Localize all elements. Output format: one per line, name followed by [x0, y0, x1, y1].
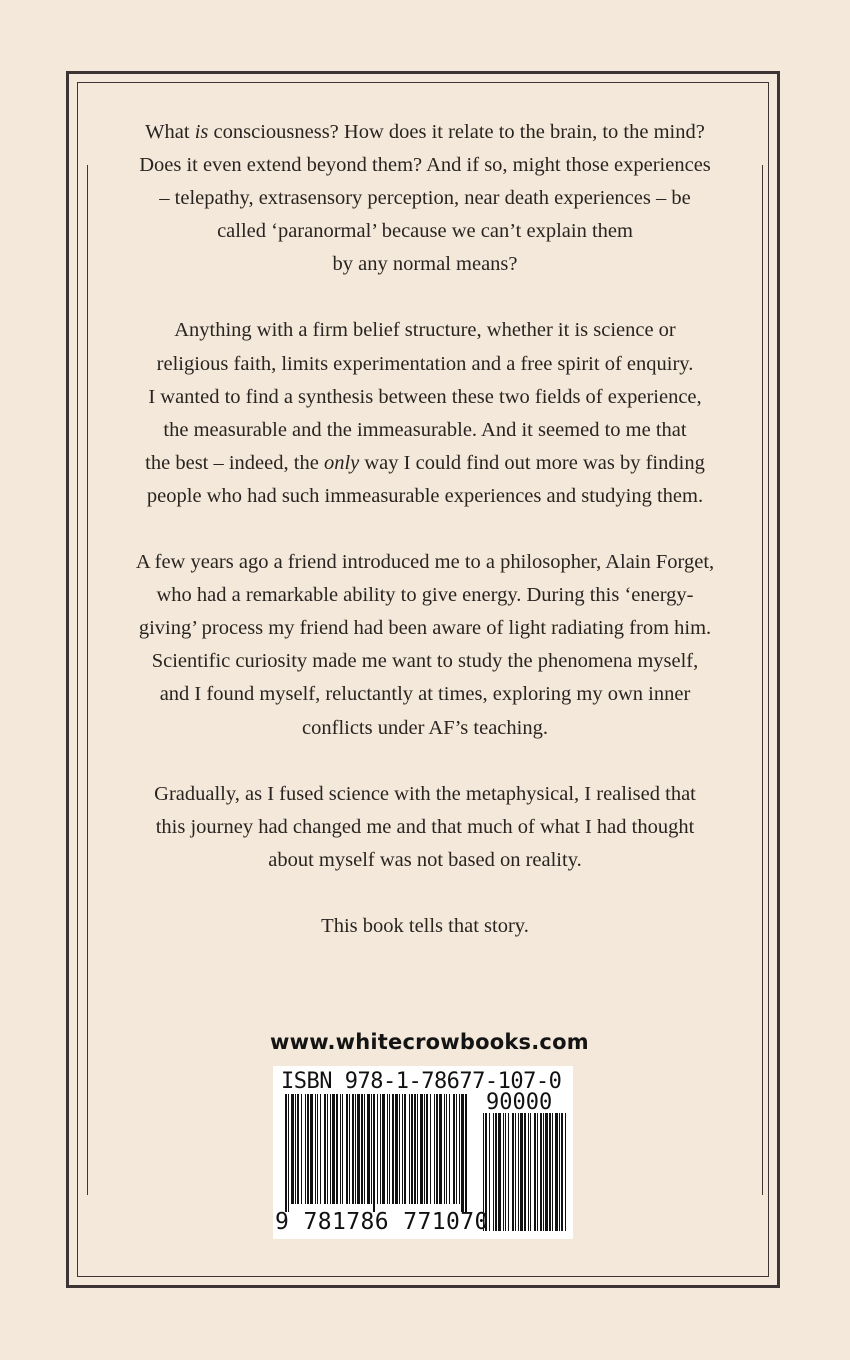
addon-barcode-bar — [565, 1113, 566, 1231]
addon-barcode-bar — [540, 1113, 542, 1231]
barcode-bar — [465, 1094, 467, 1212]
addon-barcode-bar — [505, 1113, 506, 1231]
text-line — [100, 811, 750, 844]
text-segment: A few years ago a friend introduced me to a philosopher, Alain Forget, — [135, 551, 715, 574]
barcode-bar — [315, 1094, 316, 1204]
barcode-bar — [459, 1094, 460, 1204]
publisher-website: www.whitecrowbooks.com — [270, 1030, 589, 1054]
barcode-bar — [444, 1094, 445, 1204]
barcode-bar — [364, 1094, 365, 1204]
barcode-bar — [387, 1094, 388, 1204]
barcode-bar — [317, 1094, 318, 1204]
barcode-bar — [424, 1094, 425, 1204]
text-segment: Scientific curiosity made me want to study the phenomena myself, — [151, 650, 699, 673]
text-segment: way I could find out more was by finding — [359, 451, 705, 474]
barcode-bar — [404, 1094, 406, 1204]
ean-digits: 9 781786 771070 — [275, 1209, 489, 1235]
text-line — [100, 910, 750, 943]
barcode-bar — [355, 1094, 356, 1204]
barcode-bar — [301, 1094, 302, 1204]
text-line — [100, 546, 750, 579]
text-line — [100, 844, 750, 877]
addon-barcode-bar — [498, 1113, 501, 1231]
barcode-bar — [340, 1094, 341, 1204]
barcode-bar — [330, 1094, 331, 1204]
barcode-bar — [288, 1094, 289, 1212]
text-segment: the measurable and the immeasurable. And it seemed to me that — [163, 418, 687, 441]
text-segment: This book tells that story. — [321, 914, 529, 937]
barcode-bar — [336, 1094, 338, 1204]
text-line — [100, 348, 750, 381]
addon-barcode-bar — [518, 1113, 519, 1231]
barcode-bar — [367, 1094, 370, 1204]
barcode-bar — [285, 1094, 287, 1212]
text-line — [100, 579, 750, 612]
addon-barcode-bar — [512, 1113, 514, 1231]
text-segment: by any normal means? — [332, 253, 518, 276]
addon-barcode-bar — [537, 1113, 538, 1231]
text-line — [100, 149, 750, 182]
barcode-bar — [389, 1094, 390, 1204]
addon-barcode-bar — [543, 1113, 544, 1231]
italic-text: is — [194, 121, 209, 143]
barcode-bar — [305, 1094, 306, 1204]
addon-barcode-bar — [495, 1113, 497, 1231]
addon-barcode-bar — [549, 1113, 551, 1231]
barcode-bar — [361, 1094, 363, 1204]
barcode-bar — [380, 1094, 381, 1204]
isbn-label: ISBN 978-1-78677-107-0 — [281, 1069, 562, 1094]
barcode-bar — [446, 1094, 447, 1204]
text-segment: about myself was not based on reality. — [268, 848, 582, 871]
barcode-bar — [411, 1094, 413, 1204]
text-segment: and I found myself, reluctantly at times, exploring my own inner — [159, 683, 691, 706]
text-line — [100, 712, 750, 745]
left-side-rule — [87, 165, 88, 1195]
addon-barcode-bar — [489, 1113, 490, 1231]
isbn-barcode-block — [273, 1066, 573, 1239]
addon-barcode-bar — [493, 1113, 494, 1231]
addon-barcode-bar — [555, 1113, 558, 1231]
text-segment: Does it even extend beyond them? And if so, might those experiences — [139, 154, 711, 177]
text-line — [100, 248, 750, 281]
addon-barcode-bar — [515, 1113, 516, 1231]
barcode-bar — [297, 1094, 299, 1204]
barcode-bar — [342, 1094, 343, 1204]
barcode-bar — [414, 1094, 416, 1204]
barcode-bar — [295, 1094, 296, 1204]
barcode-bar — [436, 1094, 438, 1204]
addon-barcode-bar — [559, 1113, 560, 1231]
barcode-bar — [320, 1094, 321, 1204]
text-segment: giving’ process my friend had been aware of light radiating from him. — [138, 617, 712, 640]
barcode-bar — [409, 1094, 410, 1204]
text-line — [100, 645, 750, 678]
addon-barcode-bar — [508, 1113, 509, 1231]
barcode-bar — [430, 1094, 431, 1204]
barcode-bar — [307, 1094, 309, 1204]
right-side-rule — [762, 165, 763, 1195]
barcode-bar — [439, 1094, 442, 1204]
barcode-bar — [377, 1094, 378, 1204]
text-segment: religious faith, limits experimentation and a free spirit of enquiry. — [156, 352, 694, 375]
barcode-bar — [357, 1094, 360, 1204]
text-line — [100, 314, 750, 347]
text-segment: consciousness? How does it relate to the brain, to the mind? — [208, 121, 705, 143]
text-segment: who had a remarkable ability to give energy. During this ‘energy- — [156, 584, 694, 607]
barcode-bar — [399, 1094, 400, 1204]
barcode-bar — [395, 1094, 398, 1204]
barcode-bar — [349, 1094, 350, 1204]
text-line — [100, 381, 750, 414]
addon-barcode-bar — [561, 1113, 563, 1231]
barcode-bar — [371, 1094, 372, 1204]
text-segment: conflicts under AF’s teaching. — [302, 716, 548, 739]
addon-barcode-bar — [520, 1113, 523, 1231]
barcode-bar — [417, 1094, 418, 1204]
barcode-bar — [392, 1094, 394, 1204]
addon-barcode-bar — [503, 1113, 504, 1231]
paragraph — [100, 314, 750, 513]
barcode-bar — [426, 1094, 428, 1204]
paragraph — [100, 910, 750, 943]
barcode-bar — [310, 1094, 313, 1204]
price-code: 90000 — [486, 1090, 553, 1115]
text-segment: Gradually, as I fused science with the metaphysical, I realised that — [154, 782, 696, 805]
back-cover-blurb — [100, 116, 750, 976]
text-segment: the best – indeed, the — [145, 451, 324, 474]
barcode-bar — [453, 1094, 455, 1204]
barcode-bar — [291, 1094, 294, 1204]
text-line — [100, 678, 750, 711]
addon-barcode-bar — [530, 1113, 531, 1231]
text-line — [100, 116, 750, 149]
barcode-bar — [373, 1094, 375, 1212]
barcode-bar — [461, 1094, 464, 1212]
text-line — [100, 612, 750, 645]
barcode-bar — [332, 1094, 335, 1204]
barcode-bar — [324, 1094, 326, 1204]
addon-barcode-bar — [545, 1113, 548, 1231]
text-line — [100, 215, 750, 248]
text-segment: – telepathy, extrasensory perception, near death experiences – be — [159, 187, 691, 210]
barcode-bar — [434, 1094, 435, 1204]
barcode-bar — [382, 1094, 385, 1204]
paragraph — [100, 778, 750, 877]
text-line — [100, 480, 750, 513]
barcode-bar — [449, 1094, 450, 1204]
barcode-bar — [327, 1094, 328, 1204]
text-line — [100, 447, 750, 480]
text-segment: Anything with a firm belief structure, whether it is science or — [174, 319, 676, 342]
text-line — [100, 182, 750, 215]
barcode-bar — [420, 1094, 423, 1204]
text-segment: people who had such immeasurable experiences and studying them. — [146, 484, 704, 507]
addon-barcode-bar — [528, 1113, 529, 1231]
barcode-bar — [456, 1094, 457, 1204]
text-segment: called ‘paranormal’ because we can’t explain them — [217, 220, 633, 243]
text-line — [100, 778, 750, 811]
barcode-bar — [402, 1094, 403, 1204]
text-segment: What — [145, 121, 195, 143]
paragraph — [100, 116, 750, 281]
addon-barcode-bar — [524, 1113, 526, 1231]
paragraph — [100, 546, 750, 745]
barcode-bar — [352, 1094, 354, 1204]
text-segment: I wanted to find a synthesis between these two fields of experience, — [148, 385, 702, 408]
text-segment: this journey had changed me and that much of what I had thought — [155, 815, 695, 838]
barcode-bar — [346, 1094, 348, 1204]
addon-barcode-bar — [534, 1113, 536, 1231]
addon-barcode-bar — [552, 1113, 553, 1231]
italic-text: only — [323, 451, 360, 474]
text-line — [100, 414, 750, 447]
